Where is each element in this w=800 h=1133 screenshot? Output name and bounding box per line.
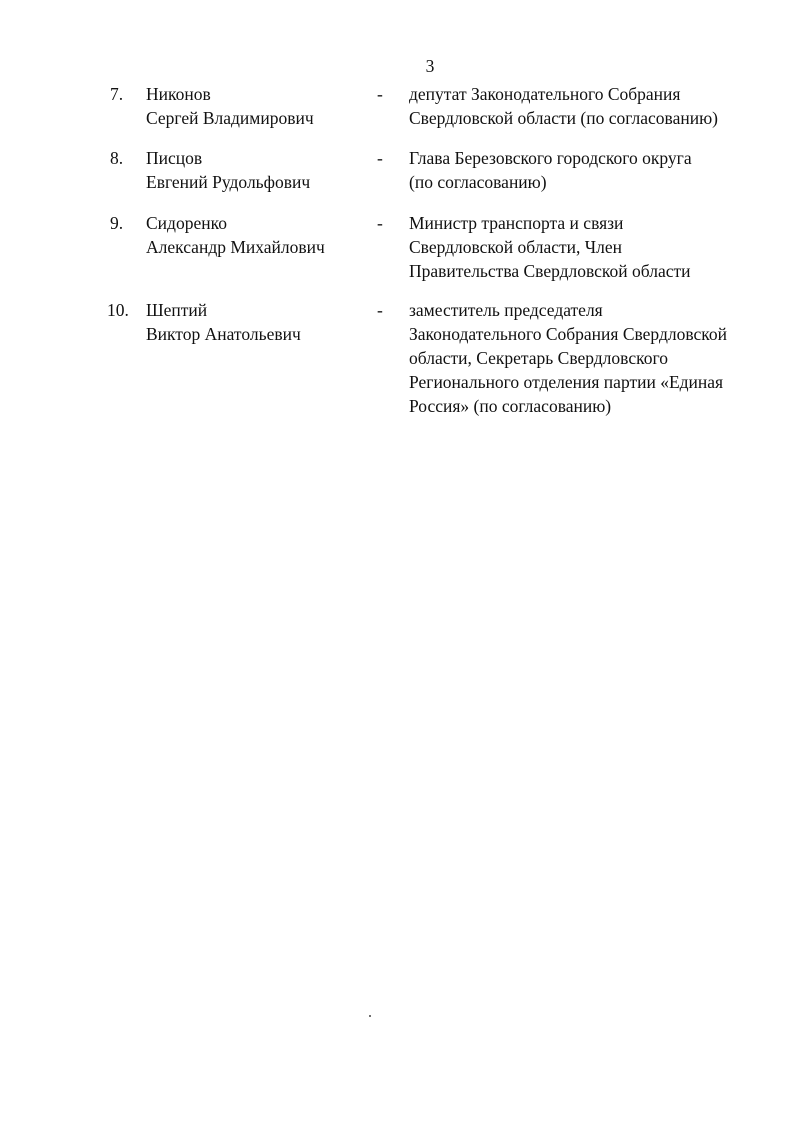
surname: Шептий (146, 300, 208, 320)
dash-separator: - (377, 84, 383, 104)
given-names: Виктор Анатольевич (146, 324, 301, 344)
scan-speck (369, 1015, 371, 1017)
person-name (146, 146, 371, 194)
person-name (146, 82, 371, 130)
role-line: Свердловской области (по согласованию) (409, 108, 718, 128)
person-name (146, 298, 371, 346)
role-line: Министр транспорта и связи (409, 213, 624, 233)
given-names: Сергей Владимирович (146, 108, 314, 128)
person-name (146, 211, 371, 259)
item-number: 7. (110, 84, 124, 104)
role-line: Регионального отделения партии «Единая (409, 372, 724, 392)
role-line: Россия» (по согласованию) (409, 396, 612, 416)
position-description (409, 82, 769, 130)
position-description (409, 211, 769, 283)
role-line: Свердловской области, Член (409, 237, 623, 257)
surname: Никонов (146, 84, 211, 104)
role-line: Правительства Свердловской области (409, 261, 691, 281)
dash-separator: - (377, 213, 383, 233)
role-line: (по согласованию) (409, 172, 547, 192)
role-line: депутат Законодательного Собрания (409, 84, 681, 104)
item-number: 9. (110, 213, 124, 233)
page-number: 3 (425, 56, 435, 76)
role-line: заместитель председателя (409, 300, 603, 320)
item-number: 8. (110, 148, 124, 168)
role-line: Глава Березовского городского округа (409, 148, 692, 168)
position-description (409, 146, 769, 194)
surname: Писцов (146, 148, 203, 168)
dash-separator: - (377, 300, 383, 320)
dash-separator: - (377, 148, 383, 168)
role-line: области, Секретарь Свердловского (409, 348, 668, 368)
surname: Сидоренко (146, 213, 227, 233)
item-number: 10. (107, 300, 129, 320)
given-names: Евгений Рудольфович (146, 172, 311, 192)
given-names: Александр Михайлович (146, 237, 325, 257)
position-description (409, 298, 769, 418)
role-line: Законодательного Собрания Свердловской (409, 324, 727, 344)
